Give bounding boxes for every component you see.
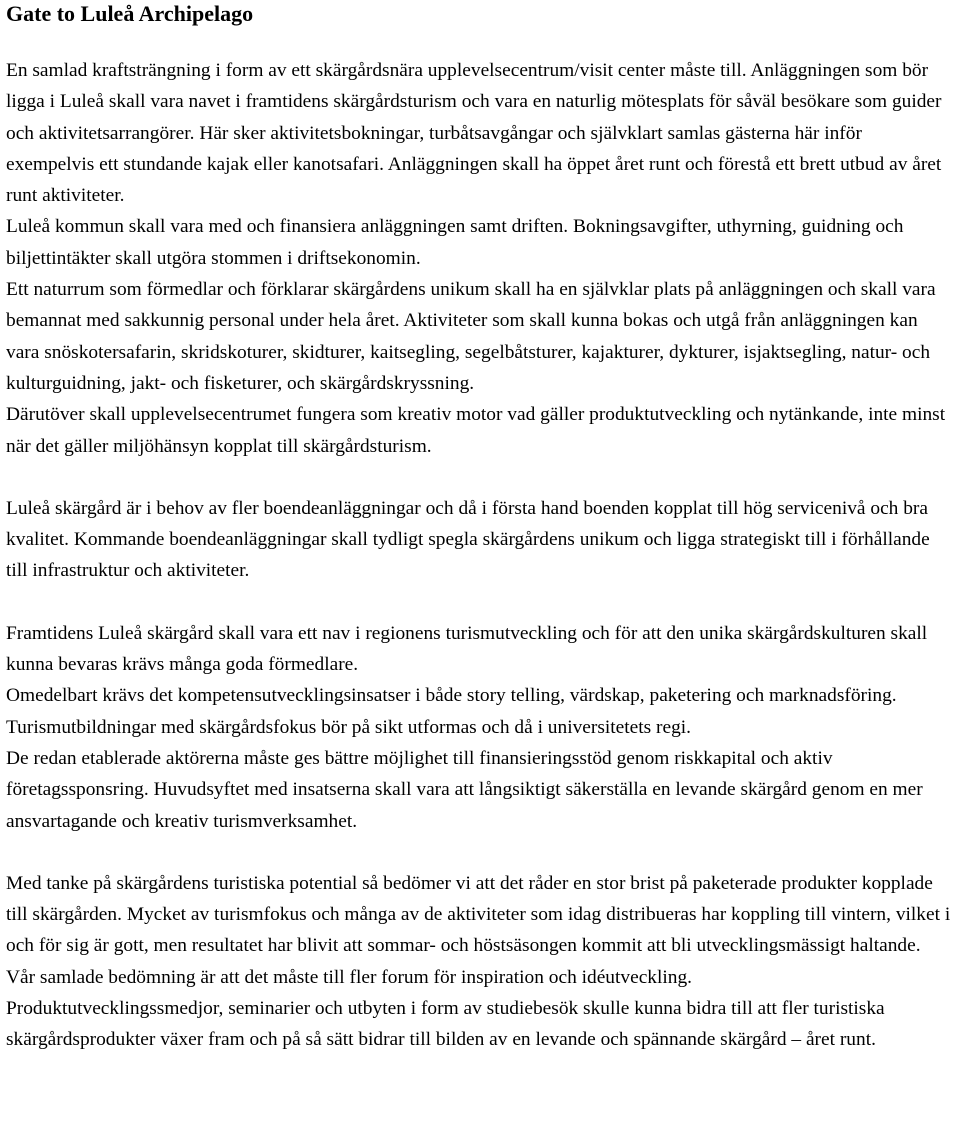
sentence: Produktutvecklingssmedjor, seminarier och utbyten i form av studiebesök skulle kunna bidra till att fler turistiska skärgårdsprodukter växer fram och på så sätt bidrar till bilden av en levande och spännande skärgård – året runt. xyxy=(6,998,885,1051)
sentence: Därutöver skall upplevelsecentrumet fungera som kreativ motor vad gäller produktutveckling och nytänkande, inte minst när det gäller miljöhänsyn kopplat till skärgårdsturism. xyxy=(6,404,946,457)
sentence: Anläggningen skall ha öppet året runt och förestå ett brett utbud av året runt aktiviteter. xyxy=(6,153,942,207)
paragraph xyxy=(6,680,954,743)
sentence: De redan etablerade aktörerna måste ges bättre möjlighet till finansieringsstöd genom riskkapital och aktiv företagssponsring. xyxy=(6,747,833,801)
sentence: Med tanke på skärgårdens turistiska potential så bedömer vi att det råder en stor brist på paketerade produkter kopplade till skärgården. xyxy=(6,872,933,926)
paragraph xyxy=(6,274,954,399)
paragraph xyxy=(6,399,954,462)
paragraph xyxy=(6,868,954,962)
sentence: Huvudsyftet med insatserna skall vara att långsiktigt säkerställa en levande skärgård genom en mer ansvartagande och kreativ turismverksamhet. xyxy=(6,779,923,832)
paragraph xyxy=(6,493,954,587)
paragraph xyxy=(6,743,954,837)
paragraph xyxy=(6,55,954,211)
paragraph xyxy=(6,211,954,274)
sentence: Omedelbart krävs det kompetensutvecklingsinsatser i både story telling, värdskap, paketering och marknadsföring. xyxy=(6,685,897,707)
sentence: Ett naturrum som förmedlar och förklarar skärgårdens unikum skall ha en självklar plats på anläggningen och skall vara bemannat med sakkunnig personal under hela året. xyxy=(6,279,936,332)
sentence: En samlad kraftsträngning i form av ett skärgårdsnära upplevelsecentrum/visit center måste till. Anläggningen som bör ligga i Luleå skall vara navet i framtidens skärgårdsturism och vara en naturlig mötesplats för såväl besökare som guider och aktivitetsarrangörer. xyxy=(6,60,942,144)
sentence: Turismutbildningar med skärgårdsfokus bör på sikt utformas och då i universitetets regi. xyxy=(6,716,692,738)
sentence: Vår samlade bedömning är att det måste till fler forum för inspiration och idéutveckling. xyxy=(6,966,693,988)
sentence: Luleå skärgård är i behov av fler boendeanläggningar och då i första hand boenden kopplat till hög servicenivå och bra kvalitet. xyxy=(6,497,928,551)
sentence: Kommande boendeanläggningar skall tydligt spegla skärgårdens unikum och ligga strategiskt till i förhållande till infrastruktur och aktiviteter. xyxy=(6,529,930,582)
sentence: Bokningsavgifter, uthyrning, guidning och biljettintäkter skall utgöra stommen i driftsekonomin. xyxy=(6,216,904,269)
paragraph xyxy=(6,618,954,681)
sentence: Framtidens Luleå skärgård skall vara ett nav i regionens turismutveckling och för att den unika skärgårdskulturen skall kunna bevaras krävs många goda förmedlare. xyxy=(6,622,928,676)
sentence: Här sker aktivitetsbokningar, turbåtsavgångar och självklart samlas gästerna här inför exempelvis ett stundande kajak eller kanotsafari. xyxy=(6,122,862,175)
paragraph xyxy=(6,993,954,1056)
document-body xyxy=(6,55,954,1056)
paragraph xyxy=(6,962,954,993)
document-title: Gate to Luleå Archipelago xyxy=(6,1,254,26)
sentence: Aktiviteter som skall kunna bokas och utgå från anläggningen kan vara snöskotersafarin, skridskoturer, skidturer, kaitsegling, segelbåtsturer, kajakturer, dykturer, isjaktsegling, natur- och kulturguidning, jakt- och fisketurer, och skärgårdskryssning. xyxy=(6,310,931,394)
sentence: Mycket av turismfokus och många av de aktiviteter som idag distribueras har koppling till vintern, vilket i och för sig är gott, men resultatet har blivit att sommar- och höstsäsongen kommit att bli utvecklingsmässigt haltande. xyxy=(6,904,951,957)
sentence: Luleå kommun skall vara med och finansiera anläggningen samt driften. xyxy=(6,216,569,238)
